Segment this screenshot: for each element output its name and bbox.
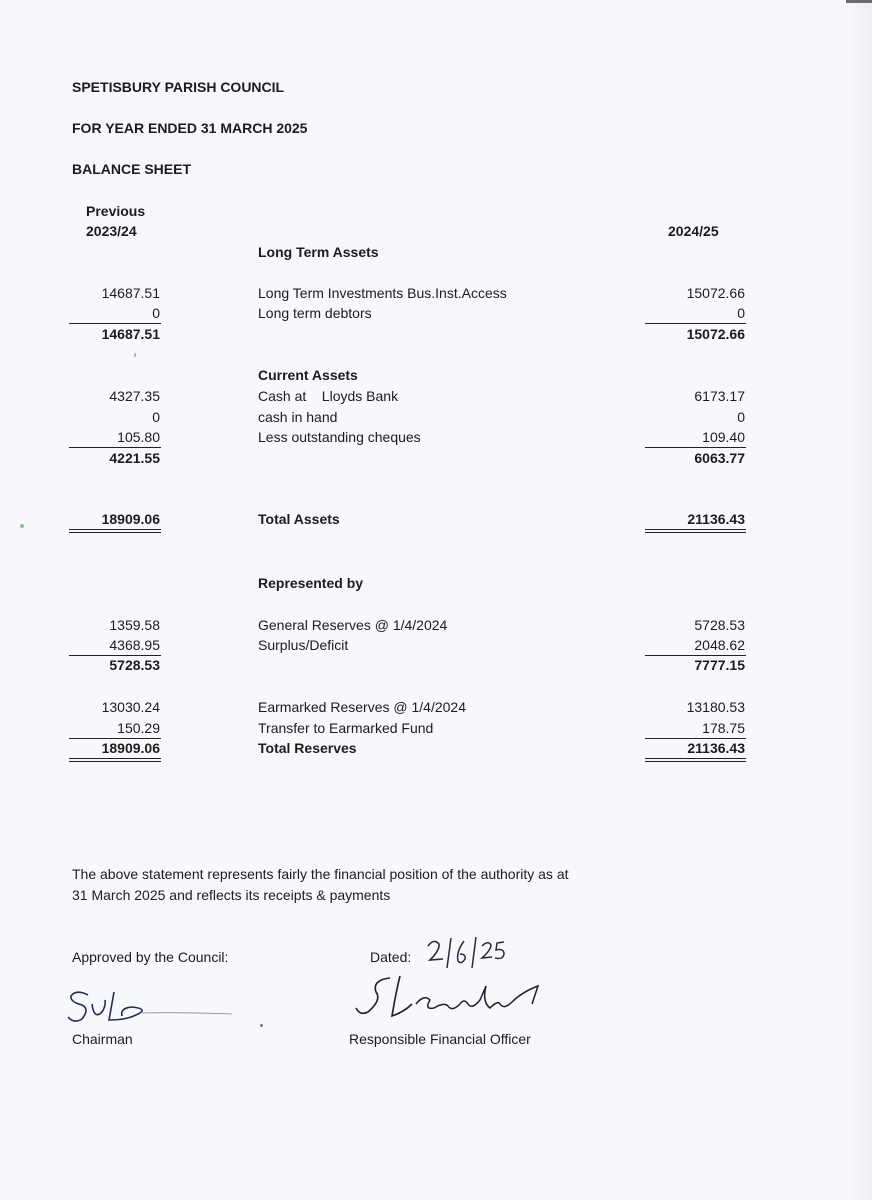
prev-subtotal: 4221.55 <box>109 450 160 466</box>
subtotal-rule <box>69 323 161 324</box>
row-description: cash in hand <box>258 409 338 425</box>
curr-value: 0 <box>737 409 745 425</box>
handwritten-date <box>420 932 510 972</box>
curr-value: 6173.17 <box>694 388 745 404</box>
total-double-rule <box>645 529 746 533</box>
prev-value: 4368.95 <box>109 637 160 653</box>
curr-value: 13180.53 <box>686 699 745 715</box>
prev-subtotal: 14687.51 <box>101 326 160 342</box>
total-reserves-label: Total Reserves <box>258 740 357 756</box>
page-edge-shadow <box>848 0 872 1200</box>
prev-total-assets: 18909.06 <box>101 511 160 527</box>
row-description: Less outstanding cheques <box>258 429 421 445</box>
curr-value: 109.40 <box>702 429 745 445</box>
subtotal-rule <box>69 447 161 448</box>
curr-value: 5728.53 <box>694 617 745 633</box>
scan-corner-mark <box>846 0 872 3</box>
subtotal-rule <box>645 323 746 324</box>
curr-value: 0 <box>737 305 745 321</box>
rfo-signature <box>352 970 547 1028</box>
curr-total-assets: 21136.43 <box>687 511 745 527</box>
row-description: Cash at Lloyds Bank <box>258 388 399 404</box>
long-term-assets-heading: Long Term Assets <box>258 244 379 260</box>
previous-year-heading: 2023/24 <box>86 223 137 239</box>
total-double-rule <box>69 758 161 762</box>
prev-total-reserves: 18909.06 <box>101 740 160 756</box>
curr-value: 2048.62 <box>694 637 745 653</box>
total-double-rule <box>69 529 161 533</box>
total-assets-label: Total Assets <box>258 511 340 527</box>
prev-value: 13030.24 <box>101 699 160 715</box>
total-double-rule <box>645 758 746 762</box>
prev-subtotal: 5728.53 <box>109 657 160 673</box>
row-description: Long term debtors <box>258 305 372 321</box>
period-heading: FOR YEAR ENDED 31 MARCH 2025 <box>72 120 308 136</box>
row-description: Long Term Investments Bus.Inst.Access <box>258 285 507 301</box>
prev-value: 105.80 <box>117 429 160 445</box>
subtotal-rule <box>645 655 746 656</box>
scan-speck <box>260 1024 263 1027</box>
curr-value: 178.75 <box>702 720 745 736</box>
statement-title: BALANCE SHEET <box>72 161 192 177</box>
scan-speck <box>134 353 136 357</box>
row-description: Earmarked Reserves @ 1/4/2024 <box>258 699 466 715</box>
subtotal-rule <box>69 655 161 656</box>
prev-value: 14687.51 <box>101 285 160 301</box>
subtotal-rule <box>69 738 161 739</box>
prev-value: 0 <box>152 409 160 425</box>
curr-subtotal: 6063.77 <box>694 450 745 466</box>
dated-label: Dated: <box>370 949 412 965</box>
scan-speck <box>20 524 24 528</box>
curr-total-reserves: 21136.43 <box>687 740 745 756</box>
prev-value: 0 <box>152 305 160 321</box>
approved-by-label: Approved by the Council: <box>72 949 229 965</box>
statement-line-2: 31 March 2025 and reflects its receipts & payments <box>72 887 391 903</box>
prev-value: 150.29 <box>117 720 160 736</box>
council-name: SPETISBURY PARISH COUNCIL <box>72 79 285 95</box>
prev-value: 1359.58 <box>109 617 160 633</box>
chairman-signature <box>62 986 237 1030</box>
current-year-heading: 2024/25 <box>668 223 719 239</box>
curr-value: 15072.66 <box>686 285 745 301</box>
prev-value: 4327.35 <box>109 388 160 404</box>
statement-line-1: The above statement represents fairly the financial position of the authority as at <box>72 866 569 882</box>
rfo-label: Responsible Financial Officer <box>349 1031 531 1047</box>
subtotal-rule <box>645 738 746 739</box>
row-description: General Reserves @ 1/4/2024 <box>258 617 448 633</box>
row-description: Transfer to Earmarked Fund <box>258 720 434 736</box>
curr-subtotal: 15072.66 <box>686 326 745 342</box>
curr-subtotal: 7777.15 <box>694 657 745 673</box>
subtotal-rule <box>645 447 746 448</box>
chairman-label: Chairman <box>72 1031 133 1047</box>
represented-by-heading: Represented by <box>258 575 364 591</box>
current-assets-heading: Current Assets <box>258 367 358 383</box>
previous-column-label: Previous <box>86 203 146 219</box>
row-description: Surplus/Deficit <box>258 637 349 653</box>
